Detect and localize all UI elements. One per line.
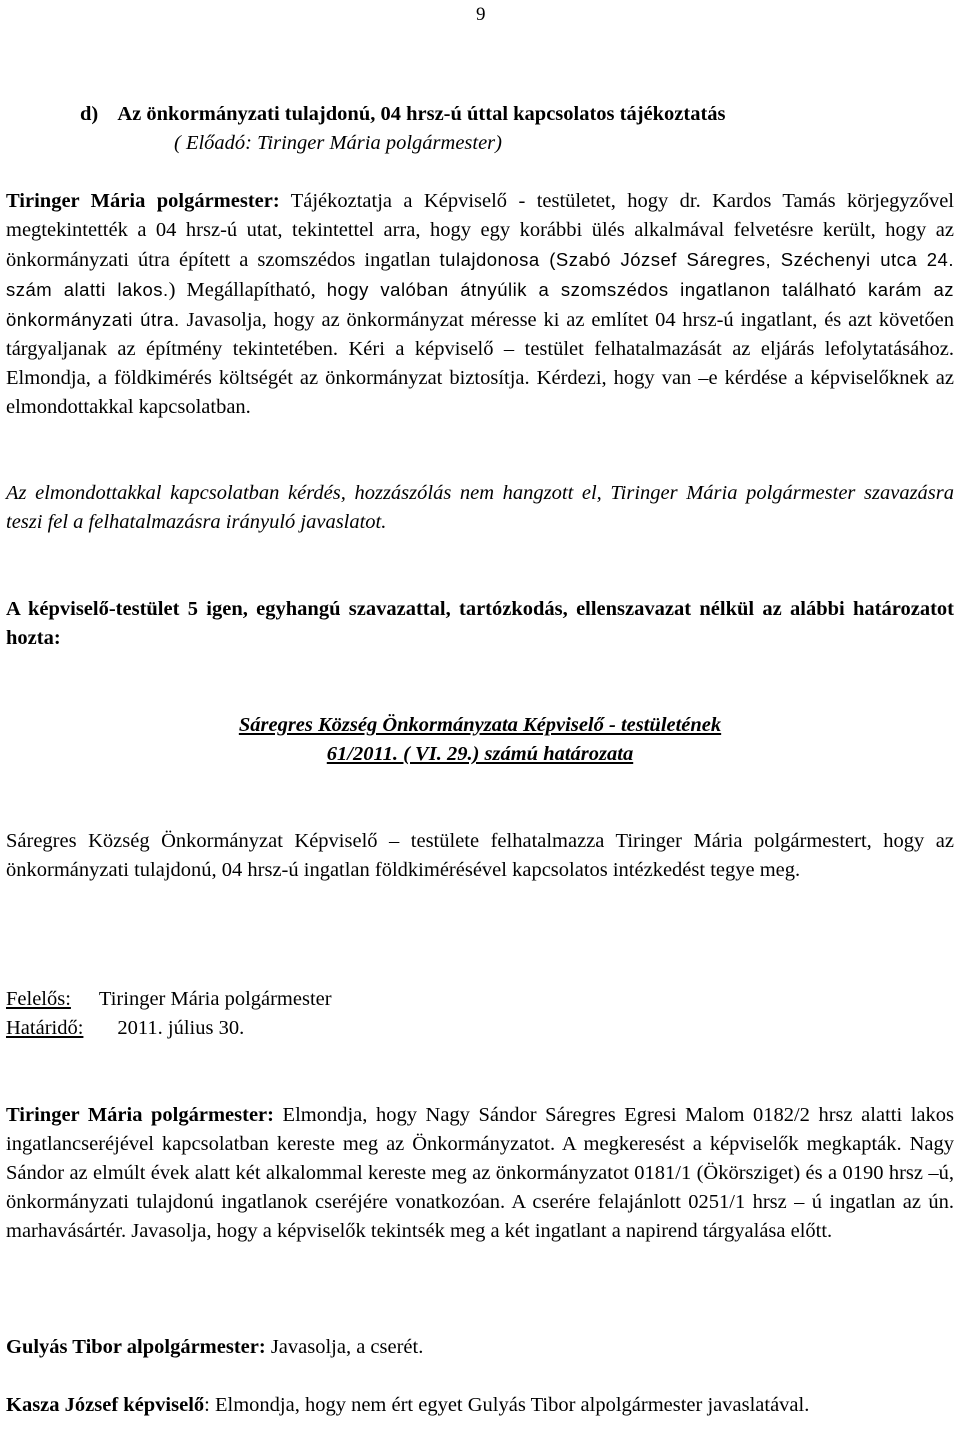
deadline-label: Határidő:	[6, 1017, 84, 1039]
paragraph-text-sans: tulajdonosa (Szabó József Sáregres, Széchenyi utca 24. szám alatti lakos.	[6, 249, 954, 300]
section-heading	[80, 100, 954, 129]
page-number: 9	[476, 4, 486, 25]
resolution-title-line2: 61/2011. ( VI. 29.) számú határozata	[326, 743, 634, 765]
paragraph-no-questions: Az elmondottakkal kapcsolatban kérdés, hozzászólás nem hangzott el, Tiringer Mária polgármester szavazásra teszi fel a felhatalmazásra irányuló javaslatot.	[6, 482, 954, 533]
section-presenter: ( Előadó: Tiringer Mária polgármester)	[174, 132, 502, 154]
deadline-value: 2011. július 30.	[117, 1017, 245, 1039]
speaker-colon: :	[204, 1394, 210, 1416]
paragraph-representative	[6, 1391, 954, 1420]
paragraph-mayor-info	[6, 187, 954, 422]
speaker-name: Gulyás Tibor alpolgármester:	[6, 1336, 266, 1358]
responsible-label: Felelős:	[6, 988, 71, 1010]
section-title: Az önkormányzati tulajdonú, 04 hrsz-ú úttal kapcsolatos tájékoztatás	[117, 103, 726, 125]
speaker-name: Tiringer Mária polgármester:	[6, 1104, 274, 1126]
resolution-title	[6, 711, 954, 769]
paragraph-text: Javasolja, hogy az önkormányzat méresse ki az említet 04 hrsz-ú ingatlant, és azt követően tárgyaljanak az építmény tekintetében. Kéri a képviselő – testület felhatalmazását az eljárás lefolytatásához. Elmondja, a földkimérés költségét az önkormányzat biztosítja. Kérdezi, hogy van –e kérdése a képviselőknek az elmondottakkal kapcsolatban.	[6, 309, 954, 418]
resolution-title-line1: Sáregres Község Önkormányzata Képviselő - testületének	[238, 714, 722, 736]
paragraph-text: Tájékoztatja a Képviselő - testületet, hogy dr. Kardos Tamás körjegyzővel megtekintették a 04 hrsz-ú utat, tekintettel arra, hogy egy korábbi ülés alkalmával felvetésre került, hogy az önkormányzati útra épített a szomszédos ingatlan	[6, 190, 954, 271]
paragraph-deputy	[6, 1333, 954, 1362]
paragraph-text: ) Megállapítható,	[168, 279, 327, 301]
responsible-line	[6, 985, 954, 1014]
paragraph-text-sans: hogy valóban átnyúlik a szomszédos ingatlanon található karám az önkormányzati útra.	[6, 279, 955, 330]
paragraph-text: Javasolja, a cserét.	[265, 1336, 424, 1358]
paragraph-text: Elmondja, hogy Nagy Sándor Sáregres Egresi Malom 0182/2 hrsz alatti lakos ingatlancseréjével kapcsolatban kereste meg az Önkormányzatot. A megkeresést a képviselők megkapták. Nagy Sándor az elmúlt évek alatt két alkalommal kereste meg az önkormányzatot 0181/1 (Ökörsziget) és a 0190 hrsz –ú, önkormányzati tulajdonú ingatlanok cseréjére vonatkozóan. A cserére felajánlott 0251/1 hrsz – ú ingatlan az ún. marhavásártér. Javasolja, hogy a képviselők tekintsék meg a két ingatlant a napirend tárgyalása előtt.	[6, 1104, 954, 1242]
section-label: d)	[80, 103, 99, 125]
speaker-name: Tiringer Mária polgármester:	[6, 190, 280, 212]
speaker-name: Kasza József képviselő	[6, 1394, 205, 1416]
paragraph-text: Elmondja, hogy nem ért egyet Gulyás Tibor alpolgármester javaslatával.	[209, 1394, 810, 1416]
responsible-value: Tiringer Mária polgármester	[98, 988, 332, 1010]
deadline-line	[6, 1014, 954, 1043]
resolution-text: Sáregres Község Önkormányzat Képviselő – testülete felhatalmazza Tiringer Mária polgármestert, hogy az önkormányzati tulajdonú, 04 hrsz-ú ingatlan földkimérésével kapcsolatos intézkedést tegye meg.	[6, 830, 954, 881]
vote-statement: A képviselő-testület 5 igen, egyhangú szavazattal, tartózkodás, ellenszavazat nélkül az alábbi határozatot hozta:	[6, 598, 954, 649]
paragraph-land-swap	[6, 1101, 954, 1246]
